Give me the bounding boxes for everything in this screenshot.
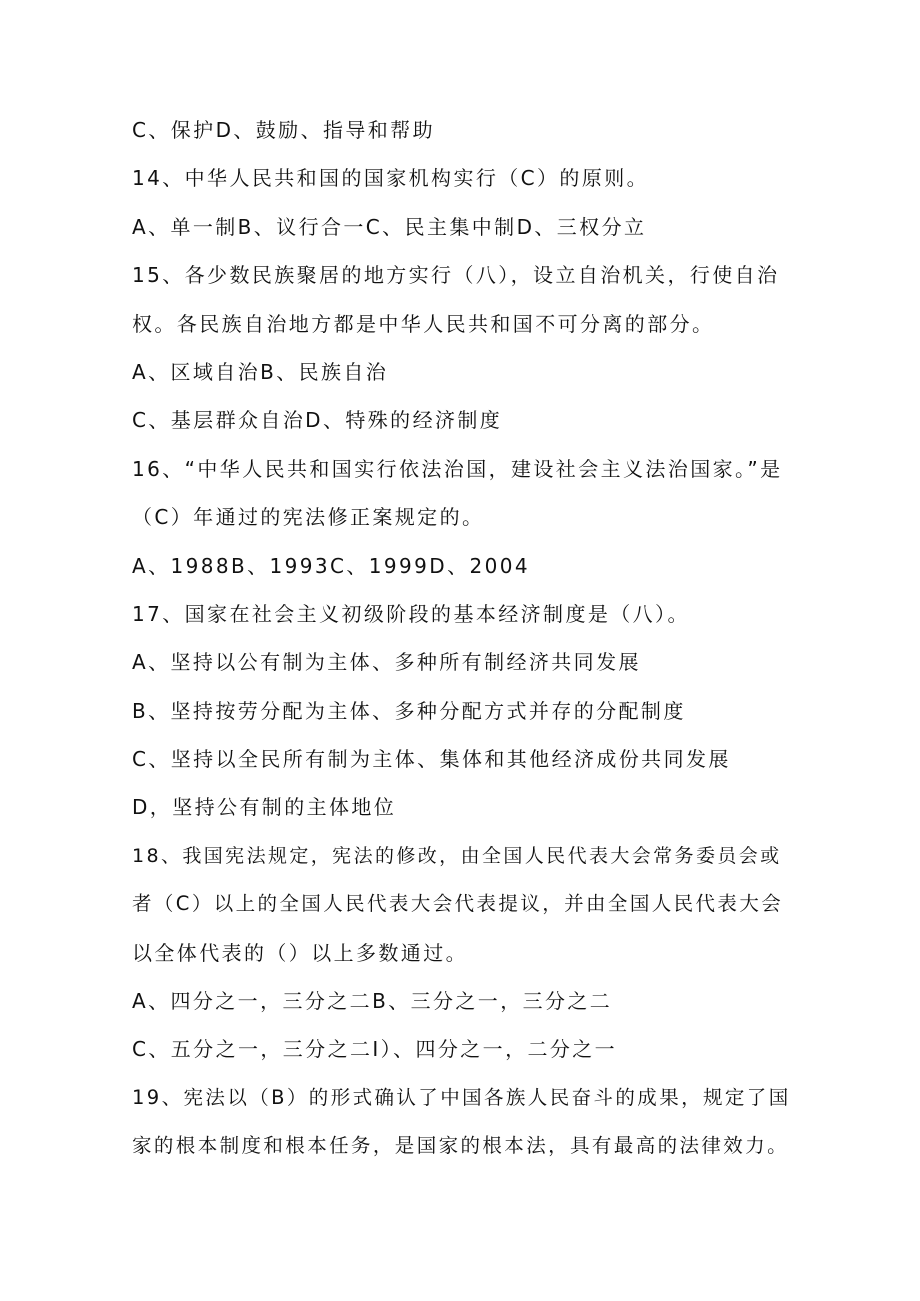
text-line: 以全体代表的（）以上多数通过。: [132, 940, 468, 965]
text-line: A、单一制B、议行合一C、民主集中制D、三权分立: [132, 214, 647, 239]
text-line: 家的根本制度和根本任务，是国家的根本法，具有最高的法律效力。: [132, 1134, 790, 1158]
text-line: （C）年通过的宪法修正案规定的。: [132, 505, 485, 530]
text-line: C、保护D、鼓励、指导和帮助: [132, 118, 435, 142]
question-18-line: 18、我国宪法规定，宪法的修改，由全国人民代表大会常务委员会或: [132, 844, 782, 867]
question-14-line: 14、中华人民共和国的国家机构实行（C）的原则。: [132, 166, 650, 191]
text-line: B、坚持按劳分配为主体、多种分配方式并存的分配制度: [132, 698, 686, 723]
text-line: C、坚持以全民所有制为主体、集体和其他经济成份共同发展: [132, 747, 731, 772]
question-19-line: 19、宪法以（B）的形式确认了中国各族人民奋斗的成果，规定了国: [132, 1085, 791, 1109]
text-line: A、四分之一，三分之二B、三分之一，三分之二: [132, 989, 613, 1014]
text-line: D，坚持公有制的主体地位: [132, 795, 397, 820]
text-line: C、基层群众自治D、特殊的经济制度: [132, 408, 503, 433]
text-line: C、五分之一，三分之二I）、四分之一，二分之一: [132, 1037, 618, 1062]
document-body: [132, 106, 792, 1171]
text-line: A、区域自治B、民族自治: [132, 359, 389, 384]
text-line: 者（C）以上的全国人民代表大会代表提议，并由全国人民代表大会: [132, 892, 784, 916]
question-16-line: 16、“中华人民共和国实行依法治国，建设社会主义法治国家。”是: [132, 456, 783, 481]
question-17-line: 17、国家在社会主义初级阶段的基本经济制度是（八）。: [132, 601, 690, 626]
text-line: A、坚持以公有制为主体、多种所有制经济共同发展: [132, 650, 641, 675]
question-15-line: 15、各少数民族聚居的地方实行（八），设立自治机关，行使自治: [132, 263, 780, 288]
text-line: 权。各民族自治地方都是中华人民共和国不可分离的部分。: [132, 311, 715, 336]
text-line: A、1988B、1993C、1999D、2004: [132, 553, 530, 578]
